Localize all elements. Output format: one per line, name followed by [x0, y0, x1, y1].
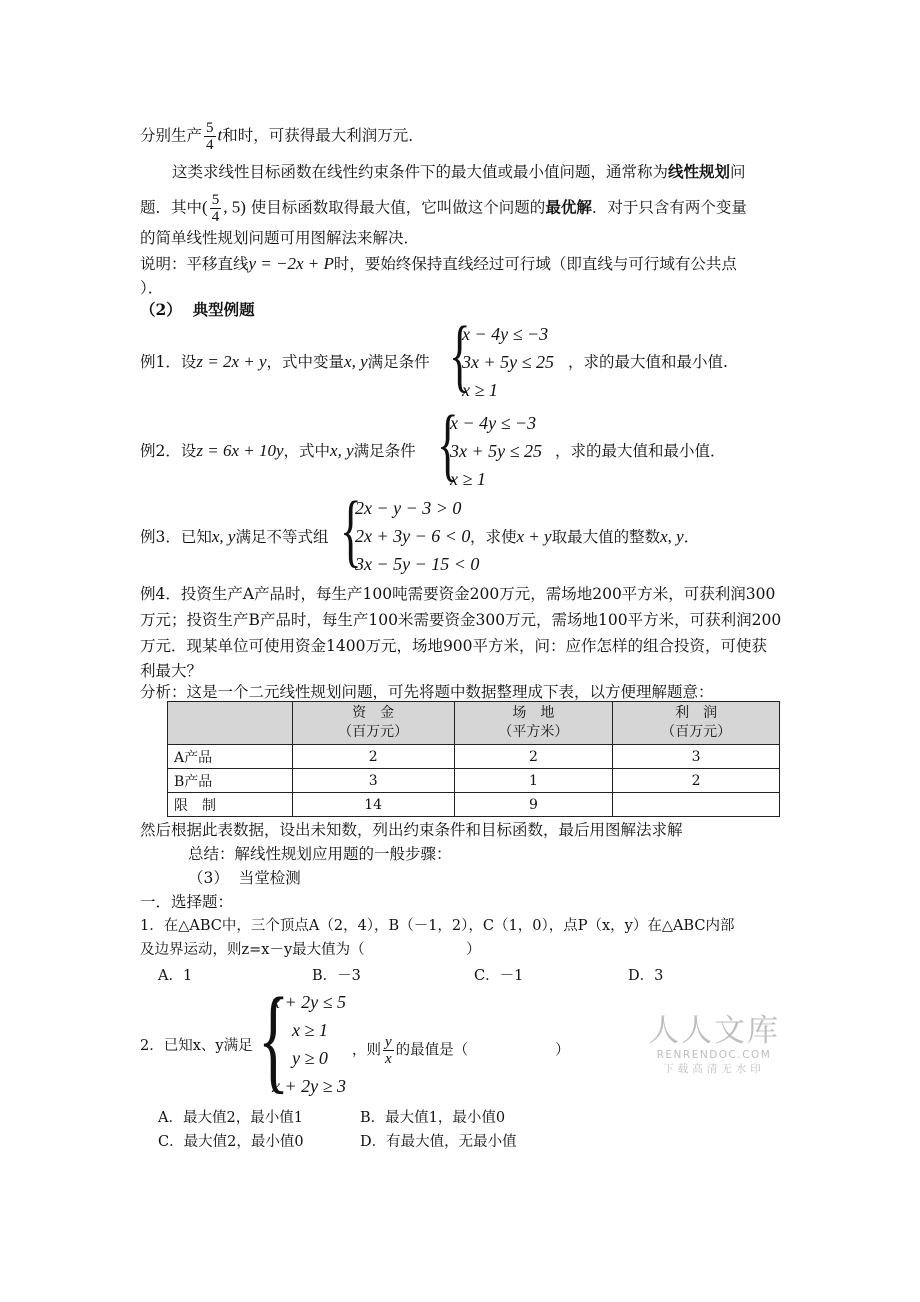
example-3: 例3．已知x, y满足不等式组	[140, 527, 329, 546]
intro-line-1: 分别生产 $\frac{5}{4}$ t和时，可获得最大利润万元．	[140, 120, 424, 153]
table-cell	[613, 793, 780, 817]
q1-option-c: C．－1	[474, 968, 524, 984]
q2-option-c: C．最大值2，最小值0	[158, 1134, 304, 1150]
ex2-constraints: x − 4y ≤ −3 3x + 5y ≤ 25 x ≥ 1	[450, 413, 543, 489]
q2-option-a: A．最大值2，最小值1	[158, 1110, 303, 1126]
analysis-line: 分析：这是一个二元线性规划问题，可先将题中数据整理成下表，以方便理解题意：	[140, 683, 714, 701]
after-table-text: 然后根据此表数据，设出未知数，列出约束条件和目标函数，最后用图解法求解	[140, 821, 683, 839]
q1-option-d: D．3	[628, 968, 664, 984]
intro-line-3: 题．其中( $\frac{5}{4}$ , 5) 使目标函数取得最大值，它叫做这个问题的最优解．对于只含有两个变量	[140, 192, 747, 225]
table-cell: 14	[292, 793, 454, 817]
table-cell: 9	[454, 793, 613, 817]
q2-option-d: D．有最大值，无最小值	[360, 1134, 517, 1150]
table-header-capital: 资 金 （百万元）	[292, 702, 454, 745]
table-header-area: 场 地 （平方米）	[454, 702, 613, 745]
brace-q2: {	[258, 973, 290, 1104]
q2-tail: ，则 $\frac{y}{x}$ 的最值是（ ）	[352, 1034, 570, 1067]
table-header-row	[168, 702, 780, 745]
q1-option-b: B．－3	[312, 968, 361, 984]
table-cell: 2	[613, 769, 780, 793]
intro-line-2: 这类求线性目标函数在线性约束条件下的最大值或最小值问题，通常称为线性规划问	[172, 162, 746, 181]
table-row	[168, 769, 780, 793]
section-2-heading: （2） 典型例题	[140, 300, 255, 319]
table-cell: 1	[454, 769, 613, 793]
fraction-5-4: $\frac{5}{4}$	[206, 120, 214, 153]
q1-line-1: 1．在△ABC中，三个顶点A（2，4），B（－1，2），C（1，0），点P（x，y）在△ABC内部	[140, 918, 735, 934]
row-label: A产品	[168, 745, 293, 769]
table-row	[168, 745, 780, 769]
data-table	[167, 701, 780, 817]
example-4-line-3: 万元．现某单位可使用资金1400万元，场地900平方米，问：应作怎样的组合投资，可使获	[140, 637, 768, 655]
choice-heading: 一．选择题：	[140, 893, 234, 911]
fraction-y-over-x: $\frac{y}{x}$	[385, 1034, 392, 1067]
example-4-line-4: 利最大？	[140, 662, 203, 680]
brace-ex3: {	[340, 484, 362, 575]
row-label: B产品	[168, 769, 293, 793]
table-cell: 3	[613, 745, 780, 769]
q2-option-b: B．最大值1，最小值0	[360, 1110, 506, 1126]
table-header-profit: 利 润 （百万元）	[613, 702, 780, 745]
table-row	[168, 793, 780, 817]
example-4-line-2: 万元；投资生产B产品时，每生产100米需要资金300万元，需场地100平方米，可获利润200	[140, 611, 782, 629]
summary-text: 总结：解线性规划应用题的一般步骤：	[188, 845, 452, 863]
table-cell: 2	[454, 745, 613, 769]
fraction-5-4-point: $\frac{5}{4}$	[211, 192, 220, 225]
intro-line-4: 的简单线性规划问题可用图解法来解决．	[140, 229, 420, 247]
q2-stem: 2．已知x、y满足	[140, 1038, 253, 1054]
example-2: 例2．设z = 6x + 10y，式中x, y满足条件	[140, 441, 416, 460]
q1-line-2: 及边界运动，则z=x－y最大值为（ ）	[140, 942, 481, 958]
example-1-tail: ，求的最大值和最小值.	[568, 353, 728, 371]
ex1-constraints: x − 4y ≤ −3 3x + 5y ≤ 25 x ≥ 1	[462, 324, 555, 400]
watermark-logo: 人人文库 RENRENDOC.COM 下载高清无水印	[648, 1013, 780, 1075]
table-cell: 3	[292, 769, 454, 793]
table-cell: 2	[292, 745, 454, 769]
ex3-constraints: 2x − y − 3 > 0 2x + 3y − 6 < 0 3x − 5y − 15 < 0	[355, 498, 480, 574]
intro-line-5: 说明：平移直线y = −2x + P时，要始终保持直线经过可行域（即直线与可行域有公共点	[140, 254, 737, 273]
q1-option-a: A．1	[158, 968, 193, 984]
example-2-tail: ，求的最大值和最小值．	[555, 442, 726, 460]
brace-ex1: {	[449, 309, 471, 400]
section-3-heading: （3） 当堂检测	[188, 869, 301, 887]
example-3-tail: ，求使x + y取最大值的整数x, y．	[470, 527, 700, 546]
intro-line-6: ）．	[140, 279, 164, 297]
example-4-line-1: 例4．投资生产A产品时，每生产100吨需要资金200万元，需场地200平方米，可获利润300	[140, 585, 776, 603]
q2-constraints: x + 2y ≤ 5 x ≥ 1 y ≥ 0 x + 2y ≥ 3	[272, 992, 347, 1096]
table-header-empty	[168, 702, 293, 745]
brace-ex2: {	[437, 398, 459, 489]
example-1: 例1．设z = 2x + y，式中变量x, y满足条件	[140, 352, 430, 371]
row-label: 限 制	[168, 793, 293, 817]
